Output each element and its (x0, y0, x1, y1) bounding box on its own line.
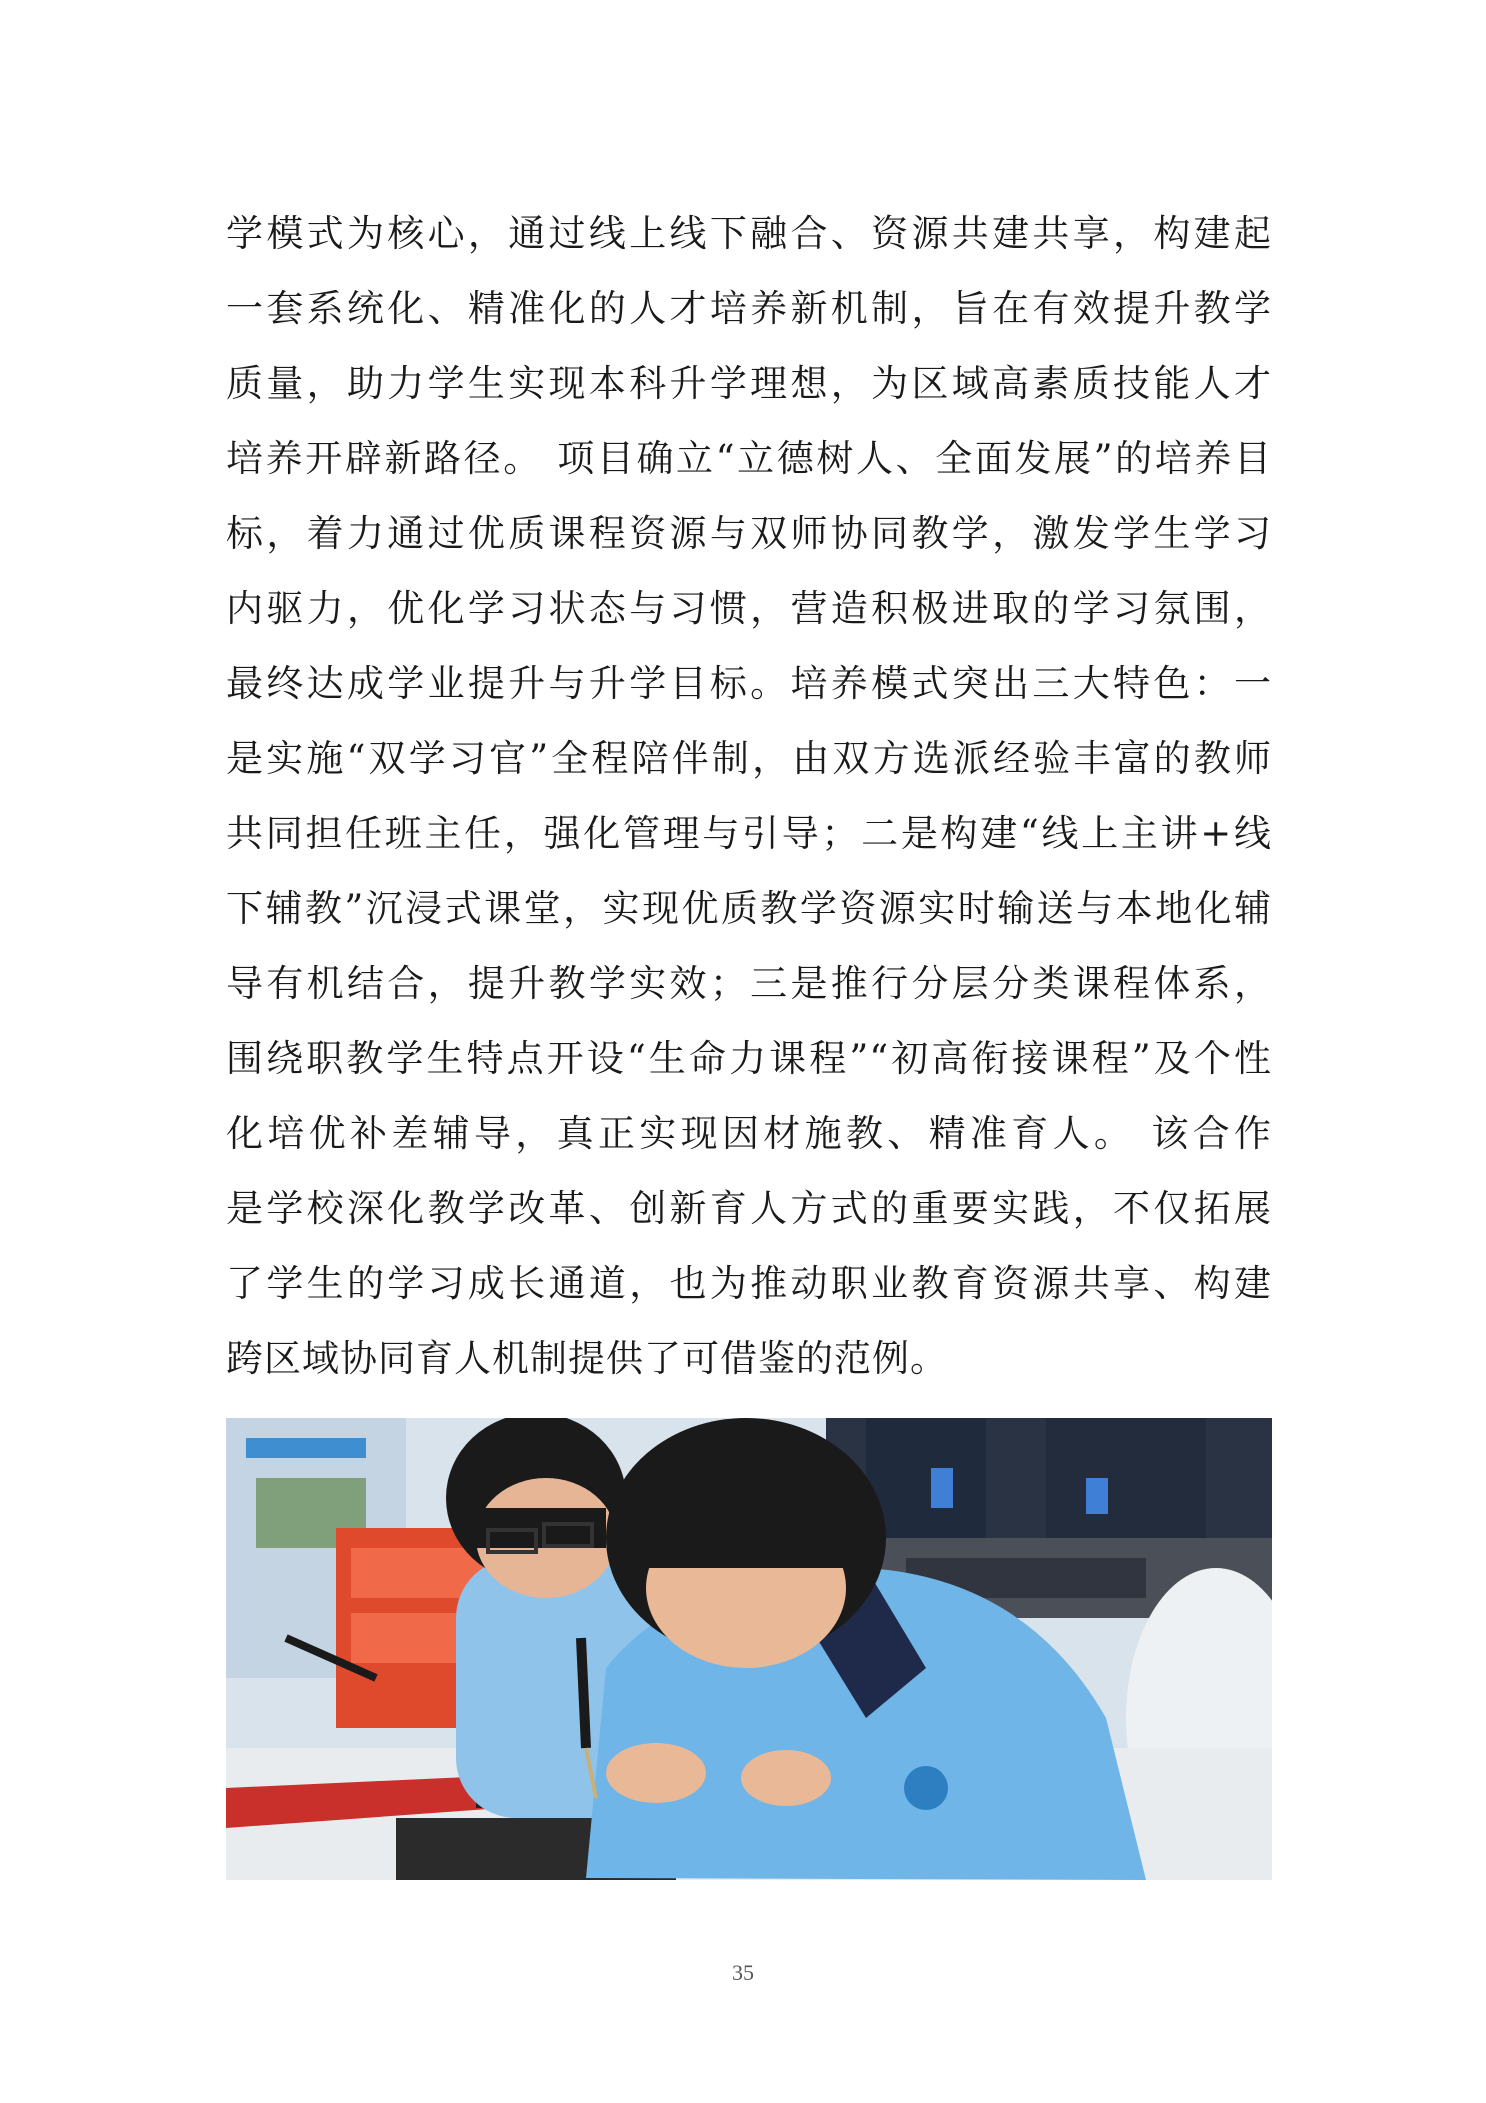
text-line: 培养开辟新路径。 项目确立“立德树人、全面发展”的培养目 (226, 437, 1272, 480)
text-line: 围绕职教学生特点开设“生命力课程”“初高衔接课程”及个性 (226, 1037, 1272, 1080)
text-line: 学模式为核心，通过线上线下融合、资源共建共享，构建起 (226, 212, 1272, 255)
text-line: 了学生的学习成长通道，也为推动职业教育资源共享、构建 (226, 1262, 1272, 1305)
text-line: 内驱力，优化学习状态与习惯，营造积极进取的学习氛围， (226, 587, 1272, 630)
text-line: 质量，助力学生实现本科升学理想，为区域高素质技能人才 (226, 362, 1272, 405)
text-line: 共同担任班主任，强化管理与引导；二是构建“线上主讲+线 (226, 812, 1272, 855)
body-text (226, 196, 1272, 1396)
text-line: 导有机结合，提升教学实效；三是推行分层分类课程体系， (226, 962, 1272, 1005)
text-line: 化培优补差辅导，真正实现因材施教、精准育人。 该合作 (226, 1112, 1272, 1155)
text-line: 一套系统化、精准化的人才培养新机制，旨在有效提升教学 (226, 287, 1272, 330)
page-number: 35 (732, 1960, 754, 1985)
text-line: 跨区域协同育人机制提供了可借鉴的范例。 (226, 1337, 948, 1380)
students-soldering-drone-photo (226, 1418, 1272, 1880)
text-line: 标，着力通过优质课程资源与双师协同教学，激发学生学习 (226, 512, 1272, 555)
text-line: 是学校深化教学改革、创新育人方式的重要实践，不仅拓展 (226, 1187, 1272, 1230)
text-line: 是实施“双学习官”全程陪伴制，由双方选派经验丰富的教师 (226, 737, 1272, 780)
text-line: 最终达成学业提升与升学目标。培养模式突出三大特色：一 (226, 662, 1272, 705)
text-line: 下辅教”沉浸式课堂，实现优质教学资源实时输送与本地化辅 (226, 887, 1272, 930)
